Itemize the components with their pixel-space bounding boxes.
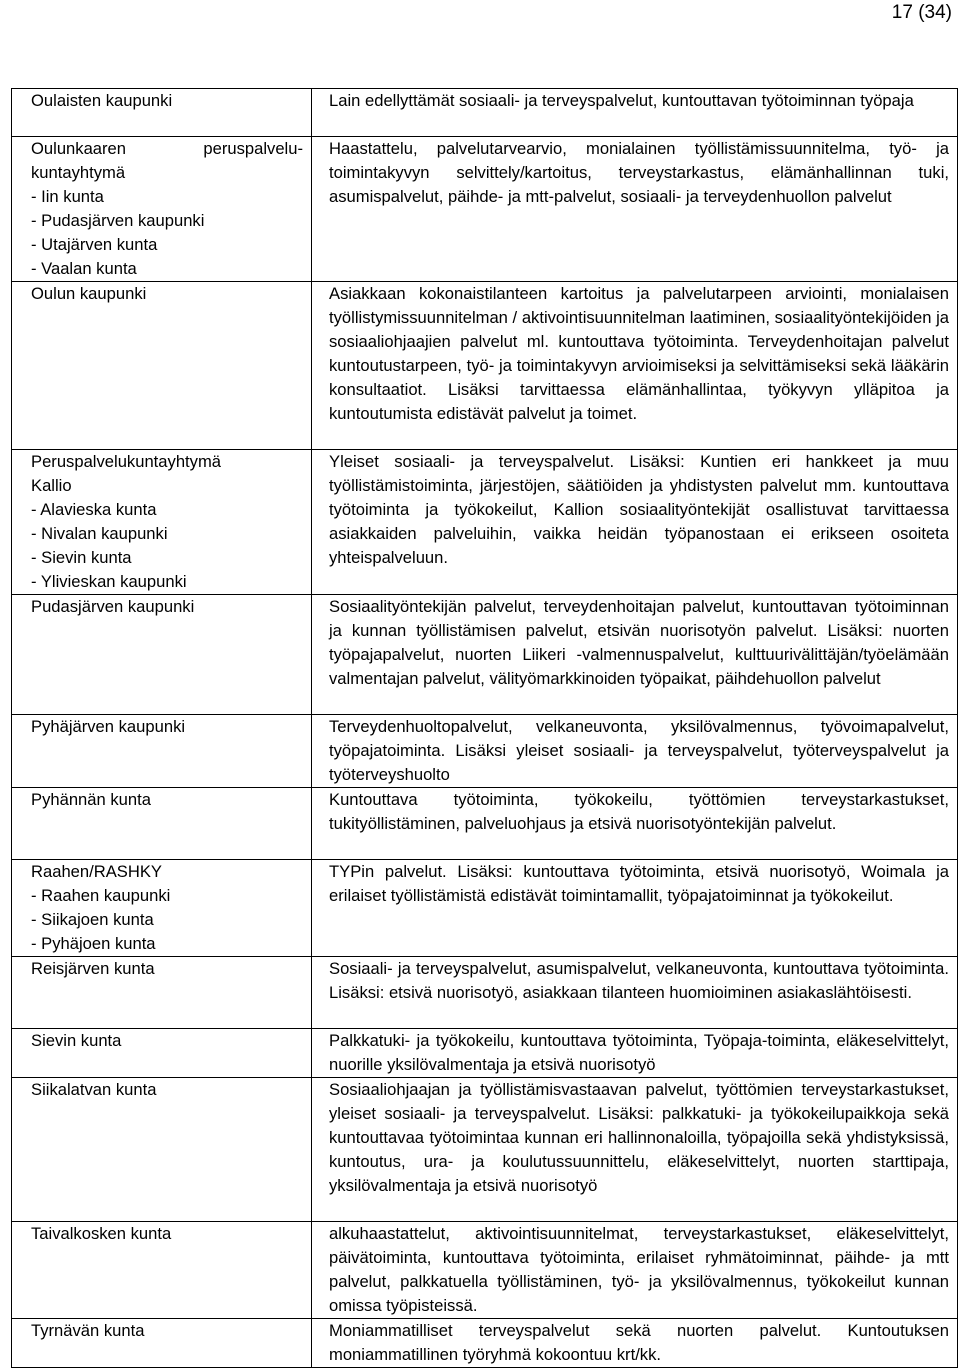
table-row — [12, 595, 958, 715]
municipality-cell — [12, 1078, 312, 1222]
table-row — [12, 282, 958, 450]
table-row — [12, 715, 958, 788]
municipality-line: Siikalatvan kunta — [31, 1080, 157, 1099]
municipality-line: - Pudasjärven kaupunki — [31, 211, 205, 230]
municipality-cell — [12, 715, 312, 788]
municipality-line: - Siikajoen kunta — [31, 910, 154, 929]
municipality-line: Kallio — [31, 476, 72, 495]
municipality-cell — [12, 1029, 312, 1078]
municipality-cell — [12, 1222, 312, 1319]
services-cell: Kuntouttava työtoiminta, työkokeilu, työttömien terveystarkastukset, tukityöllistäminen, palveluohjaus ja etsivä nuorisotyöntekijän palvelut. — [312, 788, 958, 860]
municipality-cell — [12, 595, 312, 715]
municipality-line: - Ylivieskan kaupunki — [31, 572, 187, 591]
municipality-line: - Alavieska kunta — [31, 500, 157, 519]
services-cell: Palkkatuki- ja työkokeilu, kuntouttava työtoiminta, Työpaja-toiminta, eläkeselvittelyt, nuorille yksilövalmentaja ja etsivä nuorisotyö — [312, 1029, 958, 1078]
table-row — [12, 1029, 958, 1078]
services-cell: Asiakkaan kokonaistilanteen kartoitus ja palvelutarpeen arviointi, monialaisen työllistymissuunnitelman / aktivointisuunnitelman laatiminen, sosiaalityöntekijöiden ja sosiaaliohjaajien palvelut ml. kuntouttava työtoiminta. Terveydenhoitajan palvelut kuntoutustarpeen, työ- ja toimintakyvyn arvioimiseksi ja selvittämiseksi sekä lääkärin konsultaatiot. Lisäksi tarvittaessa elämänhallintaa, työkyvyn ylläpitoa ja kuntoutumista edistävät palvelut ja toimet. — [312, 282, 958, 450]
municipality-line: Sievin kunta — [31, 1031, 122, 1050]
municipality-cell — [12, 137, 312, 282]
municipality-line: Reisjärven kunta — [31, 959, 155, 978]
municipality-cell — [12, 282, 312, 450]
table-row — [12, 1222, 958, 1319]
table-row — [12, 1078, 958, 1222]
services-cell: Lain edellyttämät sosiaali- ja terveyspalvelut, kuntouttavan työtoiminnan työpaja — [312, 89, 958, 137]
municipality-line: peruspalvelu- — [203, 139, 303, 158]
services-cell: Sosiaali- ja terveyspalvelut, asumispalvelut, velkaneuvonta, kuntouttava työtoiminta. Lisäksi: etsivä nuorisotyö, asiakkaan tilanteen huomioiminen asiakaslähtöisesti. — [312, 957, 958, 1029]
municipality-line: Oulunkaaren — [31, 139, 127, 158]
municipality-cell — [12, 957, 312, 1029]
services-cell: Yleiset sosiaali- ja terveyspalvelut. Lisäksi: Kuntien eri hankkeet ja muu työllistämistoiminta, järjestöjen, säätiöiden ja yhdistysten palvelut mm. kuntouttava työtoiminta ja työkokeilut, Kallion sosiaalityöntekijät osallistuvat tarvittaessa asiakkaiden palveluihin, vaikka heidän työpanostaan ei erikseen osoiteta yhteispalveluun. — [312, 450, 958, 595]
municipality-line: - Vaalan kunta — [31, 259, 137, 278]
municipality-line: - Utajärven kunta — [31, 235, 158, 254]
municipality-line: kuntayhtymä — [31, 163, 126, 182]
table-row — [12, 788, 958, 860]
municipality-line: Peruspalvelukuntayhtymä — [31, 452, 222, 471]
municipality-cell — [12, 450, 312, 595]
table-row — [12, 450, 958, 595]
services-cell: Sosiaalityöntekijän palvelut, terveydenhoitajan palvelut, kuntouttavan työtoiminnan ja kunnan työllistämisen palvelut, etsivän nuorisotyön palvelut. Lisäksi: nuorten työpajapalvelut, nuorten Liikeri -valmennuspalvelut, kulttuurivälittäjän/työelämään valmentajan palvelut, välityömarkkinoiden työpaikat, päihdehuollon palvelut — [312, 595, 958, 715]
municipality-line: Tyrnävän kunta — [31, 1321, 145, 1340]
municipality-line: - Raahen kaupunki — [31, 886, 171, 905]
municipality-cell — [12, 860, 312, 957]
services-cell: Moniammatilliset terveyspalvelut sekä nuorten palvelut. Kuntoutuksen moniammatillinen työryhmä kokoontuu krt/kk. — [312, 1319, 958, 1368]
municipality-line: Raahen/RASHKY — [31, 862, 162, 881]
municipality-heading-line — [31, 137, 303, 161]
municipality-line: - Iin kunta — [31, 187, 104, 206]
services-table-body — [12, 89, 958, 1368]
municipality-cell — [12, 1319, 312, 1368]
municipality-line: - Sievin kunta — [31, 548, 132, 567]
municipality-line: Oulaisten kaupunki — [31, 91, 173, 110]
table-row — [12, 137, 958, 282]
municipality-line: Pyhäjärven kaupunki — [31, 717, 186, 736]
table-row — [12, 860, 958, 957]
services-cell: Sosiaaliohjaajan ja työllistämisvastaavan palvelut, työttömien terveystarkastukset, yleiset sosiaali- ja terveyspalvelut. Lisäksi: palkkatuki- ja työkokeilupaikkoja sekä kuntouttavaa työtoimintaa kunnan eri hallinnonaloilla, työpajoilla sekä yhdistyksissä, kuntoutus, ura- ja koulutussuunnittelu, eläkeselvittelyt, nuorten starttipaja, yksilövalmentaja ja etsivä nuorisotyö — [312, 1078, 958, 1222]
municipality-line: Pudasjärven kaupunki — [31, 597, 195, 616]
page-number: 17 (34) — [891, 2, 952, 23]
municipality-cell — [12, 788, 312, 860]
services-table — [11, 88, 958, 1368]
municipality-line: Taivalkosken kunta — [31, 1224, 172, 1243]
table-row — [12, 957, 958, 1029]
table-row — [12, 89, 958, 137]
municipality-cell — [12, 89, 312, 137]
table-row — [12, 1319, 958, 1368]
municipality-line: - Pyhäjoen kunta — [31, 934, 156, 953]
services-cell: TYPin palvelut. Lisäksi: kuntouttava työtoiminta, etsivä nuorisotyö, Woimala ja erilaiset työllistämistä edistävät toimintamallit, työpajatoiminnat ja työkokeilut. — [312, 860, 958, 957]
municipality-line: Pyhännän kunta — [31, 790, 151, 809]
municipality-line: Oulun kaupunki — [31, 284, 147, 303]
services-cell: alkuhaastattelut, aktivointisuunnitelmat, terveystarkastukset, eläkeselvittelyt, päivätoiminta, kuntouttava työtoiminta, erilaiset ryhmätoiminnat, päihde- ja mtt palvelut, palkkatuella työllistäminen, työ- ja yksilövalmennus, työkokeilut kunnan omissa työpisteissä. — [312, 1222, 958, 1319]
services-cell: Terveydenhuoltopalvelut, velkaneuvonta, yksilövalmennus, työvoimapalvelut, työpajatoiminta. Lisäksi yleiset sosiaali- ja terveyspalvelut, työterveyspalvelut ja työterveyshuolto — [312, 715, 958, 788]
services-cell: Haastattelu, palvelutarvearvio, monialainen työllistämissuunnitelma, työ- ja toimintakyvyn selvittely/kartoitus, terveystarkastus, elämänhallinnan tuki, asumispalvelut, päihde- ja mtt-palvelut, sosiaali- ja terveydenhuollon palvelut — [312, 137, 958, 282]
municipality-line: - Nivalan kaupunki — [31, 524, 168, 543]
